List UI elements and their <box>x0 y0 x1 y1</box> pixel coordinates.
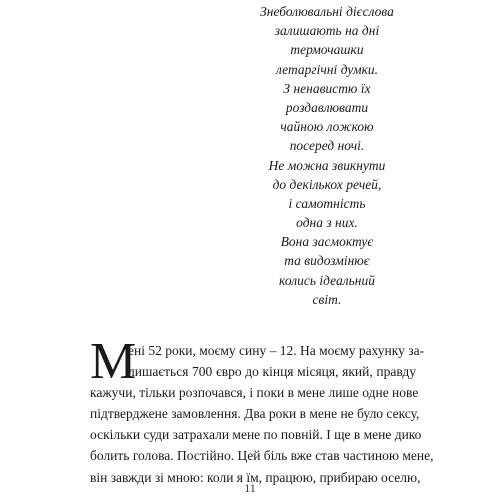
prose-line: лишається 700 євро до кінця місяця, який, правду <box>128 364 416 380</box>
poem-stanza <box>232 2 422 309</box>
poem-line: до декількох речей, <box>272 176 382 192</box>
poem-line: З ненавистю їх <box>283 80 371 96</box>
prose-line: кажучи, тільки розпочався, і поки в мене лише одне нове <box>90 385 419 401</box>
poem-line: і самотність <box>288 195 366 211</box>
poem-line: чайною ложкою <box>280 119 374 135</box>
poem-line: залишають на дні <box>274 23 380 39</box>
prose-line: оскільки суди затрахали мене по повній. І ще в мене дико <box>90 427 422 443</box>
poem-line: термочашки <box>290 42 364 58</box>
poem-line: Знеболювальні дієслова <box>260 4 394 19</box>
prose-line: підтверджене замовлення. Два роки в мене не було сексу, <box>90 406 420 422</box>
prose-line: він завжди зі мною: коли я їм, працюю, прибираю оселю, <box>90 469 421 485</box>
poem-line: Вона засмоктує <box>280 234 374 250</box>
poem-line: Не можна звикнути <box>268 157 386 173</box>
poem-line: посеред ночі. <box>289 138 365 154</box>
poem-line: та видозмінює <box>284 253 370 269</box>
page-number: 11 <box>244 481 256 495</box>
prose-line: ені 52 роки, моєму сину – 12. На моєму рахунку за- <box>128 343 425 358</box>
poem-line: колись ідеальний <box>279 272 375 288</box>
prose-paragraph <box>90 333 434 488</box>
poem-line: одна з них. <box>296 215 358 231</box>
poem-line: світ. <box>312 291 342 307</box>
poem-line: роздавлювати <box>285 99 369 115</box>
prose-line: болить голова. Постійно. Цей біль вже став частиною мене, <box>90 448 434 464</box>
drop-cap: М <box>90 333 137 390</box>
poem-line: летаргічні думки. <box>275 61 379 77</box>
